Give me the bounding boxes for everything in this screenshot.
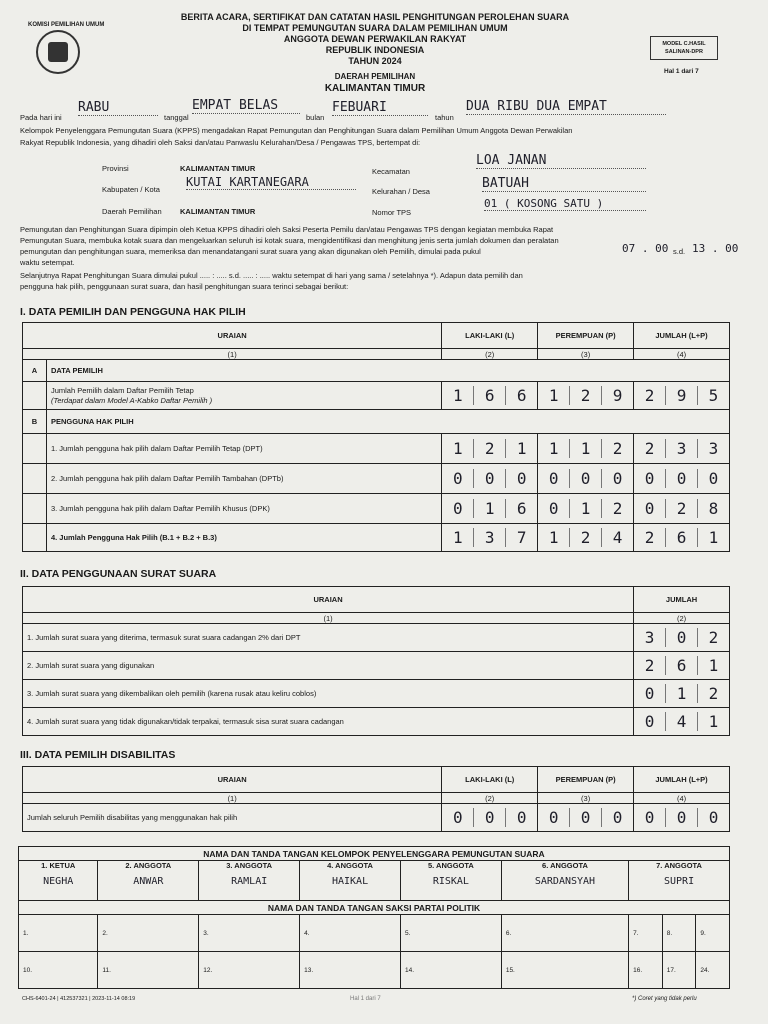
disabilitas-row-label: Jumlah seluruh Pemilih disabilitas yang menggunakan hak pilih xyxy=(23,804,442,832)
saksi-signature-cell: 5. xyxy=(400,915,501,952)
col-jumlah-header: JUMLAH (L+P) xyxy=(634,767,730,793)
digit-box: 2 xyxy=(665,499,697,518)
digit-box: 0 xyxy=(452,808,463,827)
col-num: (2) xyxy=(442,793,538,804)
col-num: (3) xyxy=(538,349,634,360)
pengguna-rows xyxy=(23,434,730,552)
digit-box: 5 xyxy=(697,386,729,405)
digit-box: 0 xyxy=(548,469,559,488)
header-line-4: REPUBLIK INDONESIA xyxy=(325,45,425,55)
kpps-signature-cell xyxy=(19,861,98,901)
kpps-title: NAMA DAN TANDA TANGAN KELOMPOK PENYELENGGARA PEMUNGUTAN SUARA xyxy=(19,847,730,861)
col-num: (4) xyxy=(634,349,730,360)
pengguna-value-cell xyxy=(634,524,730,552)
dapil-label: DAERAH PEMILIHAN xyxy=(334,72,416,81)
saksi-signature-cell: 9. xyxy=(696,915,730,952)
saksi-signature-cell: 15. xyxy=(501,952,628,989)
kabupaten-value: KUTAI KARTANEGARA xyxy=(186,175,356,190)
digit-box: 3 xyxy=(473,528,505,547)
section-3-title: III. DATA PEMILIH DISABILITAS xyxy=(20,749,176,761)
dapil-field-value: KALIMANTAN TIMUR xyxy=(180,207,256,216)
digit-box: 1 xyxy=(569,439,601,458)
kpps-role: 6. ANGGOTA xyxy=(542,861,588,870)
digit-box: 0 xyxy=(601,469,633,488)
kpps-role: 3. ANGGOTA xyxy=(226,861,273,870)
pengguna-value-cell xyxy=(538,434,634,464)
digit-box: 2 xyxy=(644,386,655,405)
section-a-title: DATA PEMILIH xyxy=(46,360,729,382)
signature-table xyxy=(18,846,730,989)
digit-box: 2 xyxy=(697,628,729,647)
section-a-code: A xyxy=(23,360,47,382)
saksi-signature-cell: 13. xyxy=(300,952,401,989)
pengguna-value-cell xyxy=(442,434,538,464)
kpps-role: 4. ANGGOTA xyxy=(327,861,373,870)
digit-box: 1 xyxy=(452,528,463,547)
surat-suara-row-label: 4. Jumlah surat suara yang tidak digunakan/tidak terpakai, termasuk sisa surat suara cadangan xyxy=(23,708,634,736)
pengguna-row xyxy=(23,494,730,524)
time-end-value: 13 . 00 xyxy=(692,242,739,255)
kpps-signature-row xyxy=(19,861,730,901)
dpt-row-label: Jumlah Pemilih dalam Daftar Pemilih Tetap (Terdapat dalam Model A-Kabko Daftar Pemilih ) xyxy=(46,382,441,410)
digit-box: 0 xyxy=(665,469,697,488)
body-paragraph-b: Pemungutan Suara, membuka kotak suara dan mengeluarkan seluruh isi kotak suara, mengidentifikasi dan menghitung jenis serta jumlah dokumen dan peralatan xyxy=(20,236,559,245)
saksi-signature-cell: 16. xyxy=(629,952,663,989)
section-2-title: II. DATA PENGGUNAAN SURAT SUARA xyxy=(20,568,217,580)
surat-suara-value-cell xyxy=(634,624,730,652)
dpt-perempuan-cell xyxy=(538,382,634,410)
dpt-laki-cell xyxy=(442,382,538,410)
col-num: (1) xyxy=(23,793,442,804)
kpu-logo-icon xyxy=(36,30,80,74)
saksi-signature-cell: 14. xyxy=(400,952,501,989)
digit-box: 1 xyxy=(548,439,559,458)
kpps-role: 1. KETUA xyxy=(41,861,76,870)
digit-box: 0 xyxy=(644,808,655,827)
dapil-title: KALIMANTAN TIMUR xyxy=(324,83,426,94)
hari-value: RABU xyxy=(78,100,158,116)
surat-suara-row xyxy=(23,708,730,736)
digit-box: 1 xyxy=(697,712,729,731)
col-perempuan-header: PEREMPUAN (P) xyxy=(538,767,634,793)
saksi-signature-cell: 11. xyxy=(98,952,199,989)
document-header xyxy=(150,12,600,95)
page-indicator: Hal 1 dari 7 xyxy=(664,68,699,75)
pada-hari-label: Pada hari ini xyxy=(20,113,62,122)
digit-box: 0 xyxy=(644,469,655,488)
kpps-signature-cell xyxy=(300,861,401,901)
footer-note: *) Coret yang tidak perlu xyxy=(632,996,697,1002)
digit-box: 9 xyxy=(665,386,697,405)
digit-box: 0 xyxy=(569,808,601,827)
saksi-signature-cell: 12. xyxy=(199,952,300,989)
kpps-role: 7. ANGGOTA xyxy=(656,861,702,870)
digit-box: 0 xyxy=(452,499,463,518)
digit-box: 1 xyxy=(452,439,463,458)
pengguna-value-cell xyxy=(442,494,538,524)
pengguna-value-cell xyxy=(634,494,730,524)
digit-box: 6 xyxy=(505,386,537,405)
body-paragraph-c: pemungutan dan penghitungan suara, memeriksa dan menandatangani surat suara yang akan digunakan oleh Pemilih, dimulai pada pukul xyxy=(20,247,481,256)
digit-box: 0 xyxy=(697,469,729,488)
digit-box: 1 xyxy=(548,386,559,405)
header-line-3: ANGGOTA DEWAN PERWAKILAN RAKYAT xyxy=(283,34,467,44)
digit-box: 0 xyxy=(644,712,655,731)
surat-suara-row xyxy=(23,680,730,708)
digit-box: 0 xyxy=(505,808,537,827)
digit-box: 1 xyxy=(548,528,559,547)
saksi-signature-cell: 7. xyxy=(629,915,663,952)
pengguna-value-cell xyxy=(442,524,538,552)
kpps-role: 2. ANGGOTA xyxy=(125,861,172,870)
digit-box: 1 xyxy=(473,499,505,518)
tahun-value: DUA RIBU DUA EMPAT xyxy=(466,99,666,115)
digit-box: 2 xyxy=(697,684,729,703)
digit-box: 2 xyxy=(601,499,633,518)
bulan-label: bulan xyxy=(306,113,325,122)
saksi-signature-cell: 24. xyxy=(696,952,730,989)
pengguna-value-cell xyxy=(634,434,730,464)
digit-box: 3 xyxy=(697,439,729,458)
body-paragraph-d: waktu setempat. xyxy=(20,258,75,267)
kpps-signature-name: SARDANSYAH xyxy=(534,876,596,887)
digit-box: 0 xyxy=(697,808,729,827)
digit-box: 0 xyxy=(473,808,505,827)
section-2-table xyxy=(22,586,730,736)
digit-box: 1 xyxy=(697,528,729,547)
digit-box: 1 xyxy=(452,386,463,405)
saksi-signature-cell: 1. xyxy=(19,915,98,952)
pengguna-value-cell xyxy=(538,524,634,552)
pengguna-row-label: 4. Jumlah Pengguna Hak Pilih (B.1 + B.2 + B.3) xyxy=(46,524,441,552)
section-1-table xyxy=(22,322,730,552)
kpps-signature-name: NEGHA xyxy=(43,876,74,887)
kpps-signature-cell xyxy=(400,861,501,901)
col-num: (4) xyxy=(634,793,730,804)
digit-box: 0 xyxy=(665,628,697,647)
pengguna-value-cell xyxy=(538,494,634,524)
section-1-title: I. DATA PEMILIH DAN PENGGUNA HAK PILIH xyxy=(20,306,246,318)
col-num: (2) xyxy=(442,349,538,360)
kpps-role: 5. ANGGOTA xyxy=(427,861,474,870)
pengguna-row-label: 2. Jumlah pengguna hak pilih dalam Daftar Pemilih Tambahan (DPTb) xyxy=(46,464,441,494)
kpps-signature-name: SUPRI xyxy=(664,876,695,887)
dpt-jumlah-cell xyxy=(634,382,730,410)
header-line-1: BERITA ACARA, SERTIFIKAT DAN CATATAN HASIL PENGHITUNGAN PEROLEHAN SUARA xyxy=(180,12,570,22)
provinsi-value: KALIMANTAN TIMUR xyxy=(180,164,256,173)
digit-box: 0 xyxy=(548,499,559,518)
col-perempuan-header: PEREMPUAN (P) xyxy=(538,323,634,349)
surat-suara-value-cell xyxy=(634,680,730,708)
body-paragraph-e: Selanjutnya Rapat Penghitungan Suara dimulai pukul ..... : ..... s.d. ..... : ..... waktu setempat di hari yang sama / setelahnya *). Adapun data pemilih dan xyxy=(20,271,523,280)
kelurahan-value: BATUAH xyxy=(482,176,646,192)
surat-suara-row xyxy=(23,624,730,652)
saksi-row xyxy=(19,952,730,989)
digit-box: 1 xyxy=(569,499,601,518)
digit-box: 6 xyxy=(473,386,505,405)
digit-box: 2 xyxy=(601,439,633,458)
surat-suara-row-label: 1. Jumlah surat suara yang diterima, termasuk surat suara cadangan 2% dari DPT xyxy=(23,624,634,652)
digit-box: 1 xyxy=(665,684,697,703)
surat-suara-value-cell xyxy=(634,708,730,736)
col-uraian-header: URAIAN xyxy=(23,767,442,793)
digit-box: 7 xyxy=(505,528,537,547)
digit-box: 2 xyxy=(473,439,505,458)
digit-box: 2 xyxy=(644,439,655,458)
digit-box: 2 xyxy=(644,656,655,675)
body-paragraph-a: Pemungutan dan Penghitungan Suara dipimpin oleh Ketua KPPS dihadiri oleh Saksi Peserta Pemilu dan/atau Pengawas TPS dengan kegiatan membuka Rapat xyxy=(20,225,554,234)
kabupaten-label: Kabupaten / Kota xyxy=(102,185,160,194)
surat-suara-row-label: 2. Jumlah surat suara yang digunakan xyxy=(23,652,634,680)
model-box: MODEL C.HASIL SALINAN-DPR xyxy=(650,36,718,60)
tanggal-value: EMPAT BELAS xyxy=(192,98,300,114)
digit-box: 0 xyxy=(665,808,697,827)
col-num: (1) xyxy=(23,349,442,360)
col-uraian-header: URAIAN xyxy=(23,323,442,349)
pengguna-value-cell xyxy=(442,464,538,494)
saksi-signature-cell: 2. xyxy=(98,915,199,952)
col-jumlah-header: JUMLAH xyxy=(634,587,730,613)
digit-box: 1 xyxy=(697,656,729,675)
digit-box: 3 xyxy=(665,439,697,458)
digit-box: 0 xyxy=(644,499,655,518)
saksi-signature-cell: 3. xyxy=(199,915,300,952)
digit-box: 8 xyxy=(697,499,729,518)
digit-box: 2 xyxy=(569,528,601,547)
digit-box: 6 xyxy=(665,656,697,675)
digit-box: 9 xyxy=(601,386,633,405)
kpps-signature-name: ANWAR xyxy=(133,876,164,887)
section-b-code: B xyxy=(23,410,47,434)
footer-page: Hal 1 dari 7 xyxy=(350,996,381,1002)
dapil-field-label: Daerah Pemilihan xyxy=(102,207,162,216)
disabilitas-perempuan-cell xyxy=(538,804,634,832)
kpps-signature-name: RAMLAI xyxy=(231,876,268,887)
surat-suara-row-label: 3. Jumlah surat suara yang dikembalikan oleh pemilih (karena rusak atau keliru coblos) xyxy=(23,680,634,708)
digit-box: 0 xyxy=(452,469,463,488)
saksi-title: NAMA DAN TANDA TANGAN SAKSI PARTAI POLITIK xyxy=(19,901,730,915)
kecamatan-label: Kecamatan xyxy=(372,167,410,176)
surat-suara-rows xyxy=(23,624,730,736)
bulan-value: FEBUARI xyxy=(332,100,428,116)
saksi-row xyxy=(19,915,730,952)
pengguna-row-label: 1. Jumlah pengguna hak pilih dalam Daftar Pemilih Tetap (DPT) xyxy=(46,434,441,464)
intro-paragraph-1: Kelompok Penyelenggara Pemungutan Suara (KPPS) mengadakan Rapat Pemungutan dan Penghitungan Suara dalam Pemilihan Umum Anggota Dewan Perwakilan xyxy=(20,126,573,135)
footer-code: CHS-6401-24 | 412537321 | 2023-11-14 08:19 xyxy=(22,996,136,1002)
surat-suara-value-cell xyxy=(634,652,730,680)
logo-caption: KOMISI PEMILIHAN UMUM xyxy=(28,22,105,28)
digit-box: 0 xyxy=(505,469,537,488)
kpps-signature-cell xyxy=(501,861,628,901)
intro-paragraph-2: Rakyat Republik Indonesia, yang dihadiri oleh Saksi dan/atau Panwaslu Kelurahan/Desa / Pengawas TPS, bertempat di: xyxy=(20,138,421,147)
col-num: (3) xyxy=(538,793,634,804)
saksi-signature-cell: 4. xyxy=(300,915,401,952)
provinsi-label: Provinsi xyxy=(102,164,129,173)
digit-box: 4 xyxy=(665,712,697,731)
pengguna-value-cell xyxy=(634,464,730,494)
col-laki-header: LAKI-LAKI (L) xyxy=(442,323,538,349)
pengguna-row xyxy=(23,434,730,464)
section-b-title: PENGGUNA HAK PILIH xyxy=(46,410,729,434)
digit-box: 6 xyxy=(505,499,537,518)
tps-label: Nomor TPS xyxy=(372,208,412,217)
digit-box: 2 xyxy=(644,528,655,547)
saksi-signature-cell: 8. xyxy=(662,915,696,952)
pengguna-row xyxy=(23,524,730,552)
disabilitas-laki-cell xyxy=(442,804,538,832)
pengguna-row-label: 3. Jumlah pengguna hak pilih dalam Daftar Pemilih Khusus (DPK) xyxy=(46,494,441,524)
kpps-signature-cell xyxy=(98,861,199,901)
kelurahan-label: Kelurahan / Desa xyxy=(372,187,430,196)
digit-box: 0 xyxy=(569,469,601,488)
digit-box: 0 xyxy=(473,469,505,488)
section-3-table xyxy=(22,766,730,832)
col-num: (1) xyxy=(23,613,634,624)
col-laki-header: LAKI-LAKI (L) xyxy=(442,767,538,793)
digit-box: 2 xyxy=(569,386,601,405)
time-start-value: 07 . 00 xyxy=(622,242,669,255)
kecamatan-value: LOA JANAN xyxy=(476,153,646,169)
digit-box: 4 xyxy=(601,528,633,547)
kpps-signature-name: HAIKAL xyxy=(331,876,369,887)
header-line-5: TAHUN 2024 xyxy=(348,56,402,66)
col-uraian-header: URAIAN xyxy=(23,587,634,613)
kpps-signature-cell xyxy=(199,861,300,901)
col-num: (2) xyxy=(634,613,730,624)
digit-box: 1 xyxy=(505,439,537,458)
disabilitas-jumlah-cell xyxy=(634,804,730,832)
saksi-rows xyxy=(19,915,730,989)
tanggal-label: tanggal xyxy=(164,113,189,122)
tps-value: 01 ( KOSONG SATU ) xyxy=(484,197,646,211)
saksi-signature-cell: 6. xyxy=(501,915,628,952)
surat-suara-row xyxy=(23,652,730,680)
digit-box: 3 xyxy=(644,628,655,647)
digit-box: 6 xyxy=(665,528,697,547)
digit-box: 0 xyxy=(644,684,655,703)
tahun-label: tahun xyxy=(435,113,454,122)
pengguna-row xyxy=(23,464,730,494)
header-line-2: DI TEMPAT PEMUNGUTAN SUARA DALAM PEMILIHAN UMUM xyxy=(242,23,508,33)
digit-box: 0 xyxy=(601,808,633,827)
saksi-signature-cell: 10. xyxy=(19,952,98,989)
digit-box: 0 xyxy=(548,808,559,827)
saksi-signature-cell: 17. xyxy=(662,952,696,989)
kpps-signature-cell xyxy=(629,861,730,901)
body-paragraph-f: pengguna hak pilih, penggunaan surat suara, dan hasil penghitungan suara terinci sebagai berikut: xyxy=(20,282,349,291)
kpps-signature-name: RISKAL xyxy=(432,876,469,887)
sd-label: s.d. xyxy=(673,247,686,256)
pengguna-value-cell xyxy=(538,464,634,494)
col-jumlah-header: JUMLAH (L+P) xyxy=(634,323,730,349)
